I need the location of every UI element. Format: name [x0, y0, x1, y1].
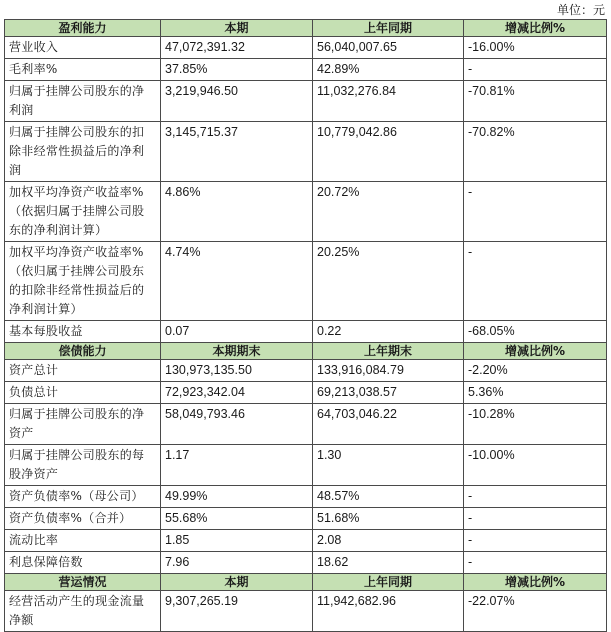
cell-prior: 51.68%: [313, 508, 464, 530]
section-header-row: [5, 574, 607, 591]
cell-prior: 20.72%: [313, 182, 464, 242]
header-change: 增减比例%: [464, 343, 607, 360]
cell-current: 4.86%: [161, 182, 313, 242]
table-row: [5, 81, 607, 122]
table-row: [5, 182, 607, 242]
table-row: [5, 59, 607, 81]
table-row: [5, 552, 607, 574]
cell-current: 3,145,715.37: [161, 122, 313, 182]
header-current: 本期: [161, 574, 313, 591]
cell-prior: 48.57%: [313, 486, 464, 508]
cell-change: -22.07%: [464, 591, 607, 632]
cell-current: 1.85: [161, 530, 313, 552]
cell-change: -: [464, 242, 607, 321]
cell-change: -68.05%: [464, 321, 607, 343]
table-row: [5, 321, 607, 343]
cell-current: 3,219,946.50: [161, 81, 313, 122]
header-label: 偿债能力: [5, 343, 161, 360]
cell-change: -: [464, 182, 607, 242]
cell-label: 归属于挂牌公司股东的每股净资产: [5, 445, 161, 486]
cell-change: -: [464, 530, 607, 552]
cell-current: 49.99%: [161, 486, 313, 508]
cell-current: 55.68%: [161, 508, 313, 530]
table-row: [5, 360, 607, 382]
cell-label: 资产负债率%（合并）: [5, 508, 161, 530]
cell-change: -10.00%: [464, 445, 607, 486]
cell-prior: 1.30: [313, 445, 464, 486]
cell-change: 5.36%: [464, 382, 607, 404]
cell-label: 归属于挂牌公司股东的扣除非经常性损益后的净利润: [5, 122, 161, 182]
header-prior: 上年同期: [313, 20, 464, 37]
cell-prior: 56,040,007.65: [313, 37, 464, 59]
cell-label: 负债总计: [5, 382, 161, 404]
cell-change: -: [464, 59, 607, 81]
table-row: [5, 242, 607, 321]
header-change: 增减比例%: [464, 574, 607, 591]
cell-change: -: [464, 552, 607, 574]
cell-prior: 20.25%: [313, 242, 464, 321]
cell-change: -70.82%: [464, 122, 607, 182]
table-row: [5, 445, 607, 486]
header-label: 盈利能力: [5, 20, 161, 37]
header-current: 本期期末: [161, 343, 313, 360]
table-row: [5, 122, 607, 182]
cell-prior: 2.08: [313, 530, 464, 552]
cell-prior: 11,942,682.96: [313, 591, 464, 632]
cell-current: 0.07: [161, 321, 313, 343]
cell-change: -: [464, 508, 607, 530]
cell-prior: 64,703,046.22: [313, 404, 464, 445]
financial-indicators-table: [4, 19, 607, 632]
header-current: 本期: [161, 20, 313, 37]
cell-label: 加权平均净资产收益率%（依归属于挂牌公司股东的扣除非经常性损益后的净利润计算）: [5, 242, 161, 321]
section-header-row: [5, 20, 607, 37]
cell-label: 归属于挂牌公司股东的净利润: [5, 81, 161, 122]
cell-current: 47,072,391.32: [161, 37, 313, 59]
section-header-row: [5, 343, 607, 360]
cell-label: 经营活动产生的现金流量净额: [5, 591, 161, 632]
cell-current: 9,307,265.19: [161, 591, 313, 632]
cell-change: -: [464, 486, 607, 508]
table-row: [5, 404, 607, 445]
table-row: [5, 382, 607, 404]
cell-prior: 133,916,084.79: [313, 360, 464, 382]
cell-prior: 10,779,042.86: [313, 122, 464, 182]
table-row: [5, 37, 607, 59]
cell-current: 72,923,342.04: [161, 382, 313, 404]
cell-label: 资产总计: [5, 360, 161, 382]
cell-prior: 11,032,276.84: [313, 81, 464, 122]
header-change: 增减比例%: [464, 20, 607, 37]
cell-change: -16.00%: [464, 37, 607, 59]
cell-label: 利息保障倍数: [5, 552, 161, 574]
cell-label: 营业收入: [5, 37, 161, 59]
table-row: [5, 591, 607, 632]
table-row: [5, 530, 607, 552]
cell-current: 130,973,135.50: [161, 360, 313, 382]
cell-prior: 0.22: [313, 321, 464, 343]
cell-label: 毛利率%: [5, 59, 161, 81]
cell-prior: 18.62: [313, 552, 464, 574]
header-prior: 上年同期: [313, 574, 464, 591]
cell-label: 加权平均净资产收益率%（依据归属于挂牌公司股东的净利润计算）: [5, 182, 161, 242]
unit-label: 单位：元: [556, 3, 605, 17]
cell-change: -70.81%: [464, 81, 607, 122]
cell-current: 58,049,793.46: [161, 404, 313, 445]
cell-current: 1.17: [161, 445, 313, 486]
cell-label: 基本每股收益: [5, 321, 161, 343]
cell-change: -2.20%: [464, 360, 607, 382]
header-prior: 上年期末: [313, 343, 464, 360]
cell-prior: 42.89%: [313, 59, 464, 81]
cell-current: 7.96: [161, 552, 313, 574]
cell-label: 资产负债率%（母公司）: [5, 486, 161, 508]
cell-current: 37.85%: [161, 59, 313, 81]
cell-prior: 69,213,038.57: [313, 382, 464, 404]
cell-label: 流动比率: [5, 530, 161, 552]
cell-current: 4.74%: [161, 242, 313, 321]
cell-change: -10.28%: [464, 404, 607, 445]
table-row: [5, 486, 607, 508]
table-row: [5, 508, 607, 530]
header-label: 营运情况: [5, 574, 161, 591]
cell-label: 归属于挂牌公司股东的净资产: [5, 404, 161, 445]
